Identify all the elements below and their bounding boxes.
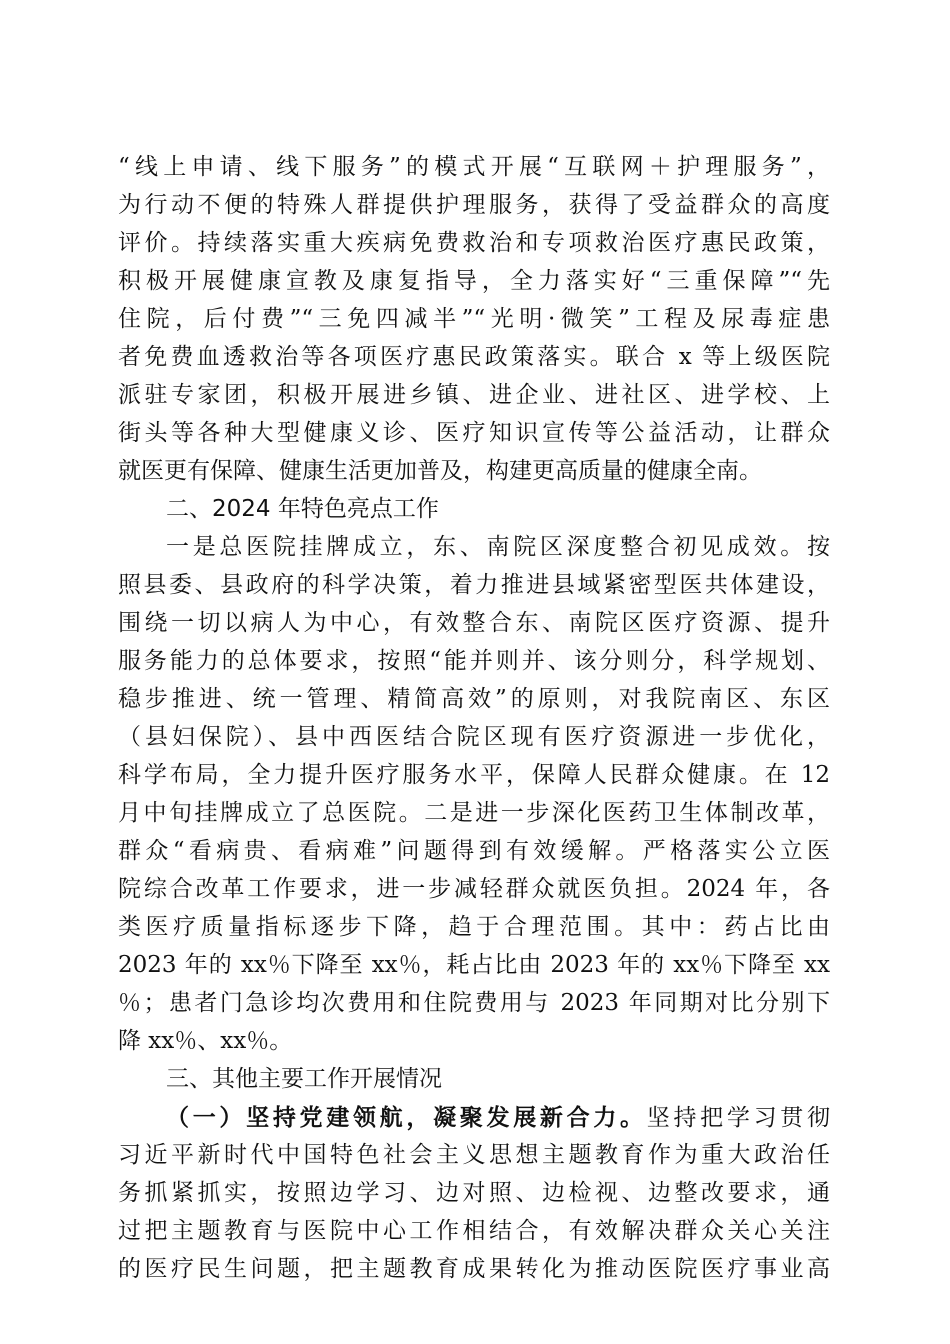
para2-line-11: 类医疗质量指标逐步下降，趋于合理范围。其中：药占比由 bbox=[118, 914, 830, 940]
para1-line-7: 派驻专家团，积极开展进乡镇、进企业、进社区、进学校、上 bbox=[118, 382, 830, 408]
para2-line-13: ％；患者门急诊均次费用和住院费用与 2023 年同期对比分别下 bbox=[118, 990, 830, 1016]
para2-line-10: 院综合改革工作要求，进一步减轻群众就医负担。2024 年，各 bbox=[118, 876, 830, 902]
para2-line-7: 科学布局，全力提升医疗服务水平，保障人民群众健康。在 12 bbox=[118, 762, 830, 788]
para2-line-2: 照县委、县政府的科学决策，着力推进县域紧密型医共体建设， bbox=[118, 572, 830, 598]
para3-lead: （一）坚持党建领航，凝聚发展新合力。 bbox=[166, 1104, 647, 1131]
para2-line-3: 围绕一切以病人为中心，有效整合东、南院区医疗资源、提升 bbox=[118, 610, 830, 636]
section-heading-2: 二、2024 年特色亮点工作 bbox=[166, 496, 439, 522]
para1-line-6: 者免费血透救治等各项医疗惠民政策落实。联合 x 等上级医院 bbox=[118, 344, 830, 370]
para3-line-3: 务抓紧抓实，按照边学习、边对照、边检视、边整改要求，通 bbox=[118, 1180, 830, 1206]
para3-first-rest: 坚持把学习贯彻 bbox=[646, 1105, 831, 1131]
para2-line-12: 2023 年的 xx％下降至 xx％，耗占比由 2023 年的 xx％下降至 xx bbox=[118, 952, 830, 978]
para2-line-9: 群众“看病贵、看病难”问题得到有效缓解。严格落实公立医 bbox=[118, 838, 830, 864]
para1-line-8: 街头等各种大型健康义诊、医疗知识宣传等公益活动，让群众 bbox=[118, 420, 830, 446]
para1-line-5: 住院，后付费”“三免四减半”“光明·微笑”工程及尿毒症患 bbox=[118, 306, 830, 332]
para3-line-4: 过把主题教育与医院中心工作相结合，有效解决群众关心关注 bbox=[118, 1218, 830, 1244]
para1-line-1: “线上申请、线下服务”的模式开展“互联网＋护理服务”， bbox=[118, 154, 830, 180]
para3-line-2: 习近平新时代中国特色社会主义思想主题教育作为重大政治任 bbox=[118, 1142, 830, 1168]
para2-line-6: （县妇保院）、县中西医结合院区现有医疗资源进一步优化， bbox=[118, 724, 830, 750]
para2-line-4: 服务能力的总体要求，按照“能并则并、该分则分，科学规划、 bbox=[118, 648, 830, 674]
section-heading-3: 三、其他主要工作开展情况 bbox=[166, 1066, 442, 1092]
para1-line-2: 为行动不便的特殊人群提供护理服务，获得了受益群众的高度 bbox=[118, 192, 830, 218]
para1-line-3: 评价。持续落实重大疾病免费救治和专项救治医疗惠民政策， bbox=[118, 230, 830, 256]
para2-line-5: 稳步推进、统一管理、精简高效”的原则，对我院南区、东区 bbox=[118, 686, 830, 712]
para3-line-5: 的医疗民生问题，把主题教育成果转化为推动医院医疗事业高 bbox=[118, 1256, 830, 1282]
para2-line-8: 月中旬挂牌成立了总医院。二是进一步深化医药卫生体制改革， bbox=[118, 800, 830, 826]
para3-line-1 bbox=[166, 1102, 830, 1134]
para2-line-14: 降 xx％、xx％。 bbox=[118, 1028, 293, 1054]
para2-line-1: 一是总医院挂牌成立，东、南院区深度整合初见成效。按 bbox=[166, 534, 830, 560]
para1-line-4: 积极开展健康宣教及康复指导，全力落实好“三重保障”“先 bbox=[118, 268, 830, 294]
para1-line-9: 就医更有保障、健康生活更加普及，构建更高质量的健康全南。 bbox=[118, 458, 762, 484]
